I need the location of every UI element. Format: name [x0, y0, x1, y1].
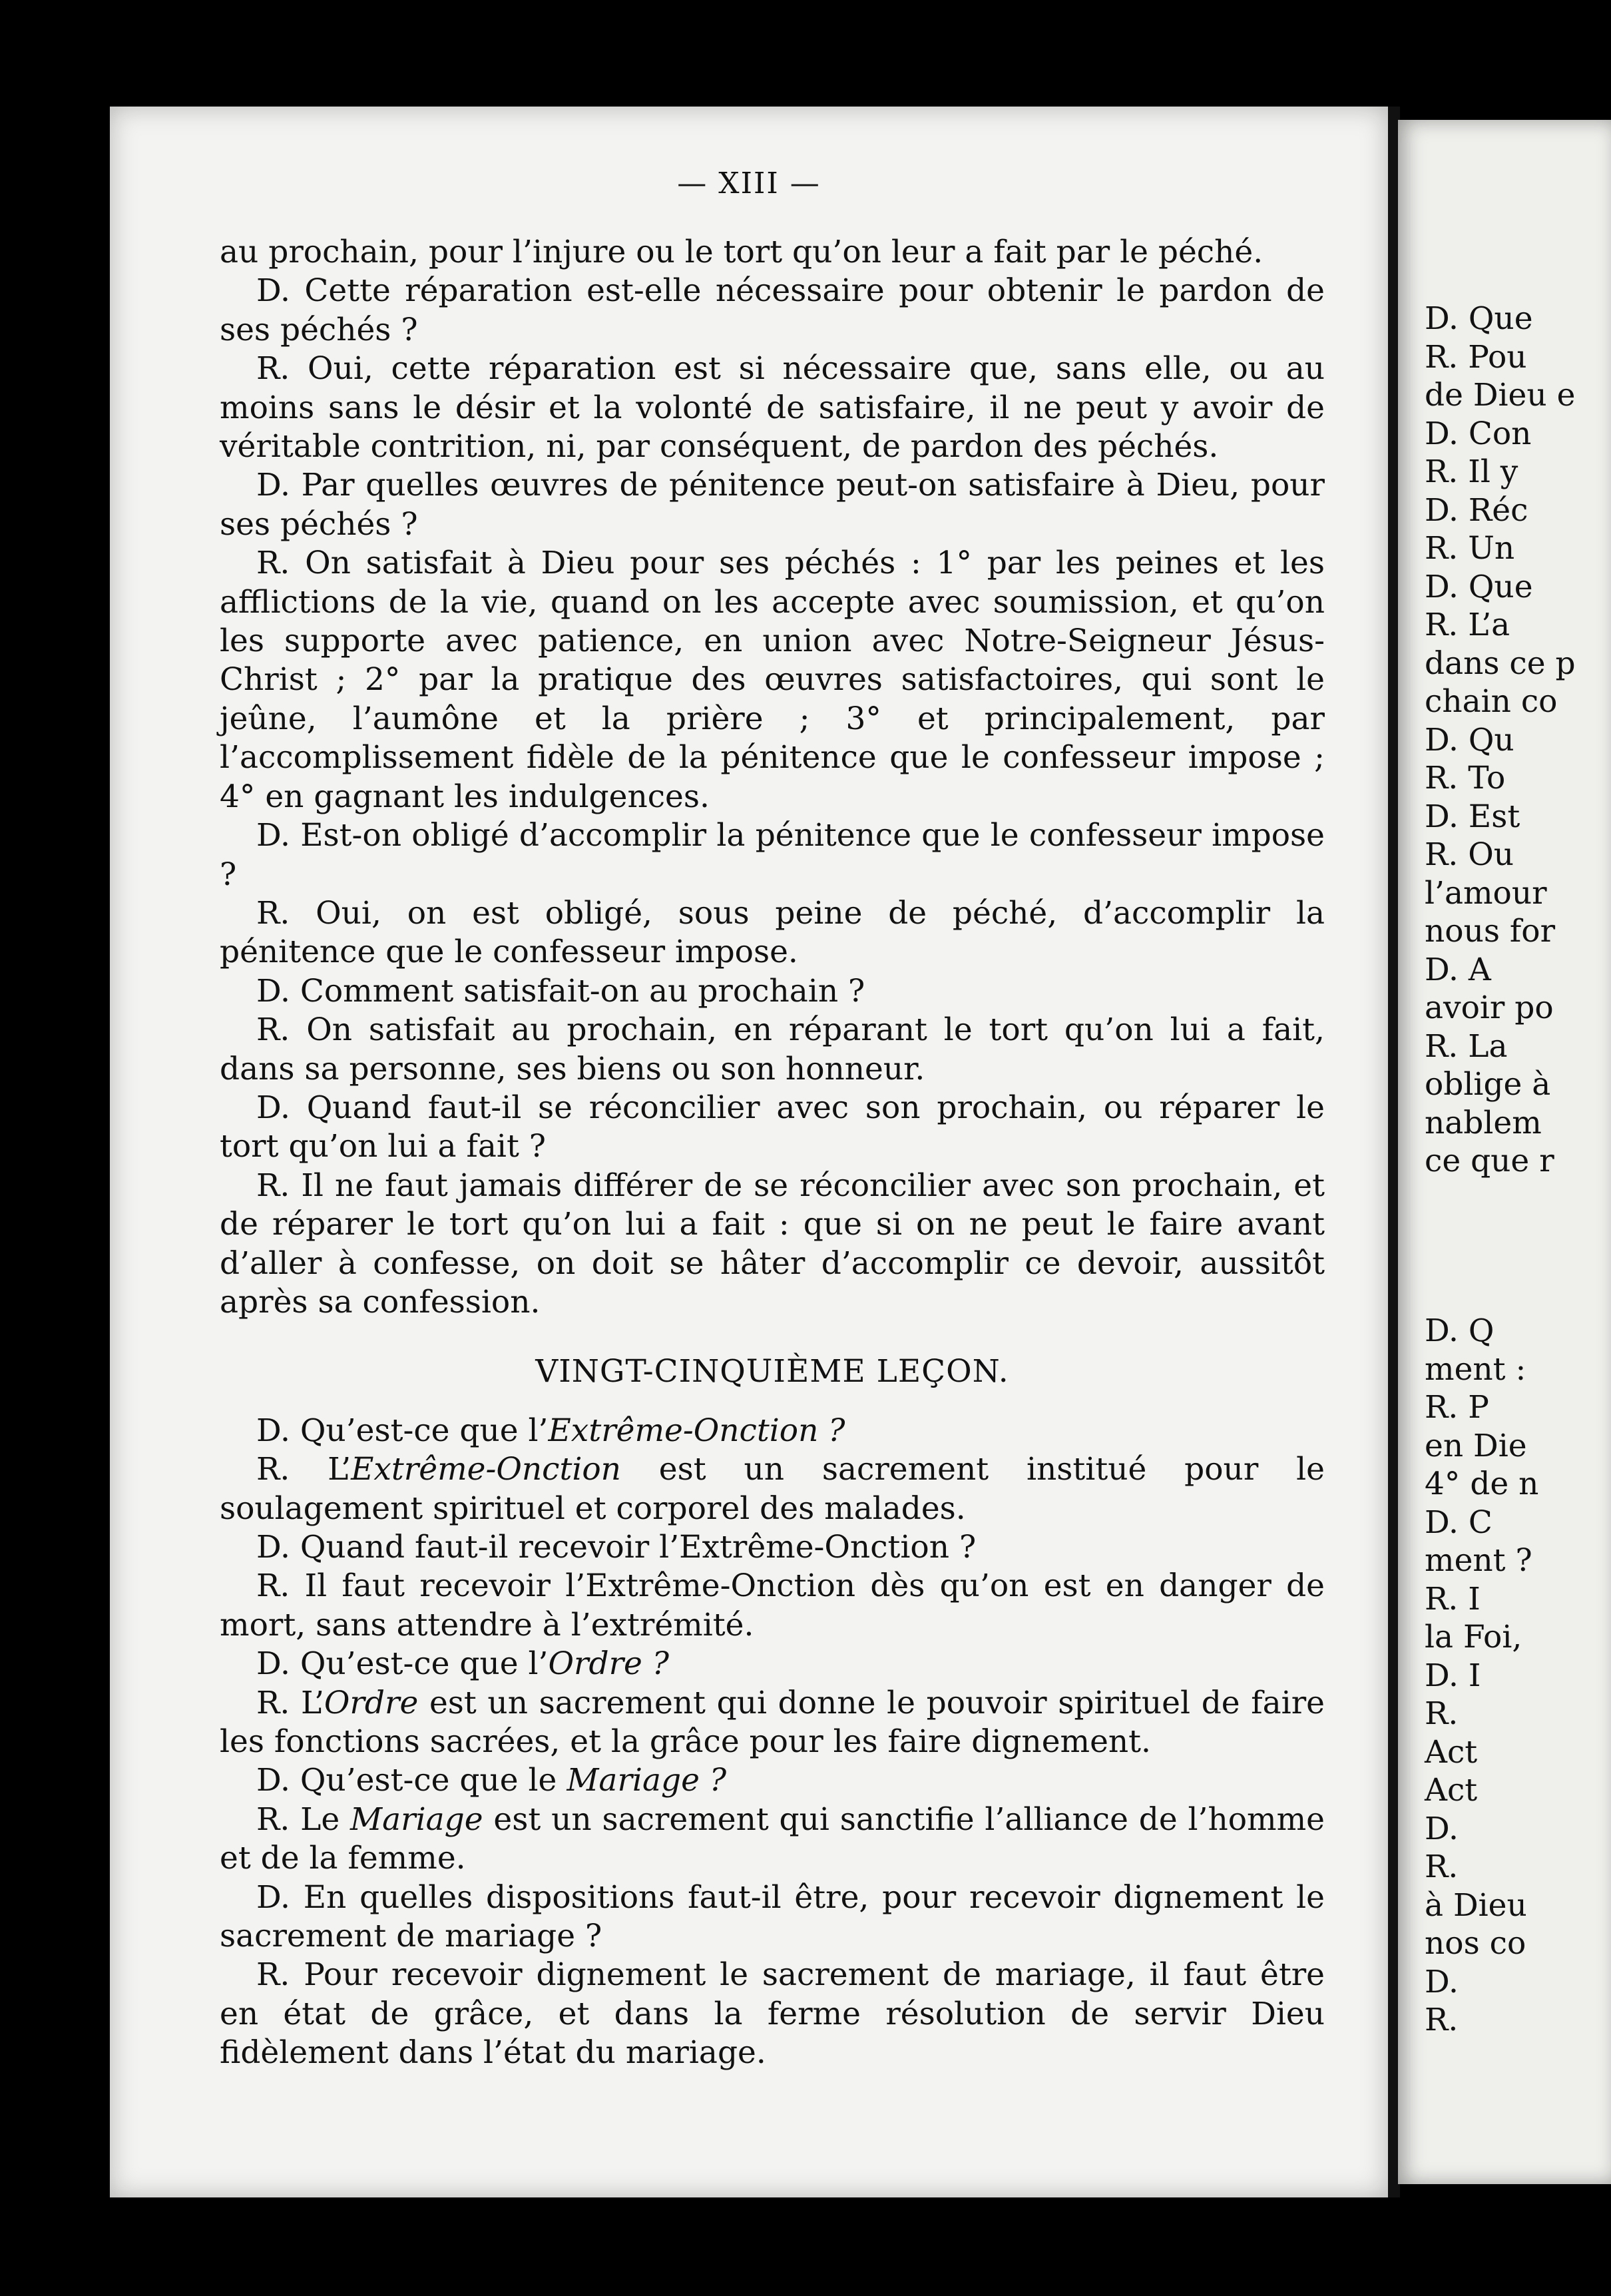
paragraph: R. Il ne faut jamais différer de se réconcilier avec son prochain, et de réparer le tort qu’on lui a fait : que si on ne peut le faire avant d’aller à confesse, on doit se hâter d’accomplir ce devoir, aussitôt après sa confession. — [220, 1167, 1325, 1320]
paragraph: D. Cette réparation est-elle nécessaire pour obtenir le pardon de ses péchés ? — [220, 272, 1325, 348]
right-page-line: D. Que — [1425, 568, 1533, 605]
right-page-line: nablem — [1425, 1104, 1542, 1141]
italic-term: Extrême-Onction ? — [548, 1412, 845, 1449]
right-page-line: D. Réc — [1425, 491, 1528, 529]
left-page — [110, 107, 1388, 2197]
right-page-line: R. I — [1425, 1580, 1481, 1617]
right-page-line: 4° de n — [1425, 1466, 1539, 1502]
right-page-line: nous for — [1425, 913, 1556, 950]
italic-term: Mariage ? — [567, 1762, 727, 1799]
right-page-line: ce que r — [1425, 1143, 1554, 1179]
right-page-line: R. Un — [1425, 530, 1515, 567]
paragraph-text: est un sacrement qui donne le pouvoir spirituel de faire les fonctions sacrées, et la grâce pour les faire dignement. — [220, 1684, 1325, 1761]
right-page-line: ment : — [1425, 1350, 1526, 1388]
paragraph-text: D. Qu’est-ce que l’ — [256, 1412, 549, 1449]
right-page-line: R. Pou — [1425, 338, 1527, 376]
paragraph-text: est un sacrement qui sanctifie l’alliance de l’homme et de la femme. — [220, 1801, 1325, 1877]
right-page-line: D. Est — [1425, 798, 1520, 835]
paragraph — [220, 1412, 1325, 1450]
right-page-line: D. A — [1425, 951, 1491, 988]
paragraph: R. Oui, cette réparation est si nécessaire que, sans elle, ou au moins sans le désir et la volonté de satisfaire, il ne peut y avoir de véritable contrition, ni, par conséquent, de pardon des péchés. — [220, 350, 1325, 465]
paragraph — [220, 1645, 1325, 1683]
paragraph-text: R. L’ — [256, 1684, 324, 1721]
right-page-line: R. — [1425, 1849, 1459, 1885]
paragraph: D. Est-on obligé d’accomplir la pénitence que le confesseur impose ? — [220, 817, 1325, 893]
right-page-line: de Dieu e — [1425, 377, 1576, 414]
right-page-line: la Foi, — [1425, 1619, 1522, 1655]
paragraph-text: R. Le — [256, 1801, 351, 1838]
paragraph-text: R. L’ — [256, 1451, 351, 1488]
right-page-line: D. C — [1425, 1504, 1493, 1541]
right-page-line: R. P — [1425, 1389, 1489, 1426]
right-page-line: R. La — [1425, 1027, 1508, 1065]
paragraph — [220, 1956, 1325, 2072]
paragraph — [220, 1761, 1325, 1800]
right-page — [1398, 120, 1611, 2184]
paragraph-text: D. En quelles dispositions faut-il être, pour recevoir dignement le sacrement de mariage ? — [220, 1878, 1325, 1955]
paragraph — [220, 1450, 1325, 1528]
paragraph-text: R. Pour recevoir dignement le sacrement de mariage, il faut être en état de grâce, et dans la ferme résolution de servir Dieu fidèlement dans l’état du mariage. — [220, 1956, 1325, 2072]
paragraph: R. Oui, on est obligé, sous peine de péché, d’accomplir la pénitence que le confesseur impose. — [220, 894, 1325, 971]
paragraph: D. Par quelles œuvres de pénitence peut-on satisfaire à Dieu, pour ses péchés ? — [220, 467, 1325, 543]
right-page-line: R. — [1425, 2002, 1459, 2038]
paragraph: R. On satisfait à Dieu pour ses péchés : 1° par les peines et les afflictions de la vie, quand on les accepte avec soumission, et qu’on les supporte avec patience, en union avec Notre-Seigneur Jésus-Christ ; 2° par la pratique des œuvres satisfactoires, qui sont le jeûne, l’aumône et la prière ; 3° et principalement, par l’accomplissement fidèle de la pénitence que le confesseur impose ; 4° en gagnant les indulgences. — [220, 545, 1325, 815]
paragraph — [220, 1567, 1325, 1645]
right-page-lines-top — [1425, 300, 1611, 1181]
right-page-line: D. — [1425, 1810, 1459, 1847]
paragraph-text: R. Il faut recevoir l’Extrême-Onction dès qu’on est en danger de mort, sans attendre à l’extrémité. — [220, 1568, 1325, 1643]
italic-term: Ordre ? — [548, 1645, 670, 1683]
right-page-line: l’amour — [1425, 874, 1547, 912]
paragraph: R. On satisfait au prochain, en réparant le tort qu’on lui a fait, dans sa personne, ses biens ou son honneur. — [220, 1011, 1325, 1087]
right-page-line: D. Que — [1425, 300, 1533, 337]
right-page-line: D. Qu — [1425, 721, 1514, 758]
right-page-line: D. I — [1425, 1657, 1481, 1694]
right-page-lines-bottom — [1425, 1312, 1611, 2040]
right-page-line: oblige à — [1425, 1066, 1551, 1103]
paragraph — [220, 1528, 1325, 1567]
right-page-line: R. To — [1425, 760, 1506, 796]
paragraph — [220, 1684, 1325, 1762]
italic-term: Ordre — [324, 1684, 419, 1721]
right-page-line: D. Con — [1425, 415, 1532, 452]
right-page-line: R. L’a — [1425, 607, 1510, 643]
paragraph-text: D. Qu’est-ce que le — [256, 1762, 567, 1799]
paragraph — [220, 1878, 1325, 1956]
page-number: — XIII — — [677, 166, 821, 200]
right-page-line: R. Il y — [1425, 453, 1518, 490]
paragraph: D. Comment satisfait-on au prochain ? — [256, 972, 865, 1009]
right-page-line: Act — [1425, 1772, 1478, 1809]
right-page-line: dans ce p — [1425, 645, 1576, 682]
right-page-line: R. Ou — [1425, 836, 1514, 873]
section-title: VINGT-CINQUIÈME LEÇON. — [535, 1353, 1009, 1390]
right-page-line: avoir po — [1425, 990, 1554, 1026]
right-page-line: nos co — [1425, 1925, 1526, 1962]
paragraph — [220, 1801, 1325, 1878]
paragraph-text: est un sacrement institué pour le soulagement spirituel et corporel des malades. — [220, 1451, 1325, 1527]
paragraph-text: D. Quand faut-il recevoir l’Extrême-Onction ? — [256, 1529, 977, 1566]
right-page-line: en Die — [1425, 1427, 1527, 1464]
italic-term: Mariage — [350, 1801, 483, 1838]
right-page-line: D. — [1425, 1963, 1459, 2000]
right-page-line: R. — [1425, 1695, 1459, 1732]
page-body — [220, 233, 1325, 2073]
right-page-line: D. Q — [1425, 1312, 1495, 1349]
right-page-line: à Dieu — [1425, 1886, 1527, 1924]
italic-term: Extrême-Onction — [351, 1451, 621, 1488]
paragraph-text: D. Qu’est-ce que l’ — [256, 1645, 549, 1683]
paragraph: D. Quand faut-il se réconcilier avec son prochain, ou réparer le tort qu’on lui a fait ? — [220, 1089, 1325, 1165]
right-page-line: Act — [1425, 1733, 1478, 1771]
right-page-line: ment ? — [1425, 1542, 1532, 1579]
right-page-line: chain co — [1425, 683, 1558, 720]
paragraph: au prochain, pour l’injure ou le tort qu’on leur a fait par le péché. — [220, 234, 1264, 270]
